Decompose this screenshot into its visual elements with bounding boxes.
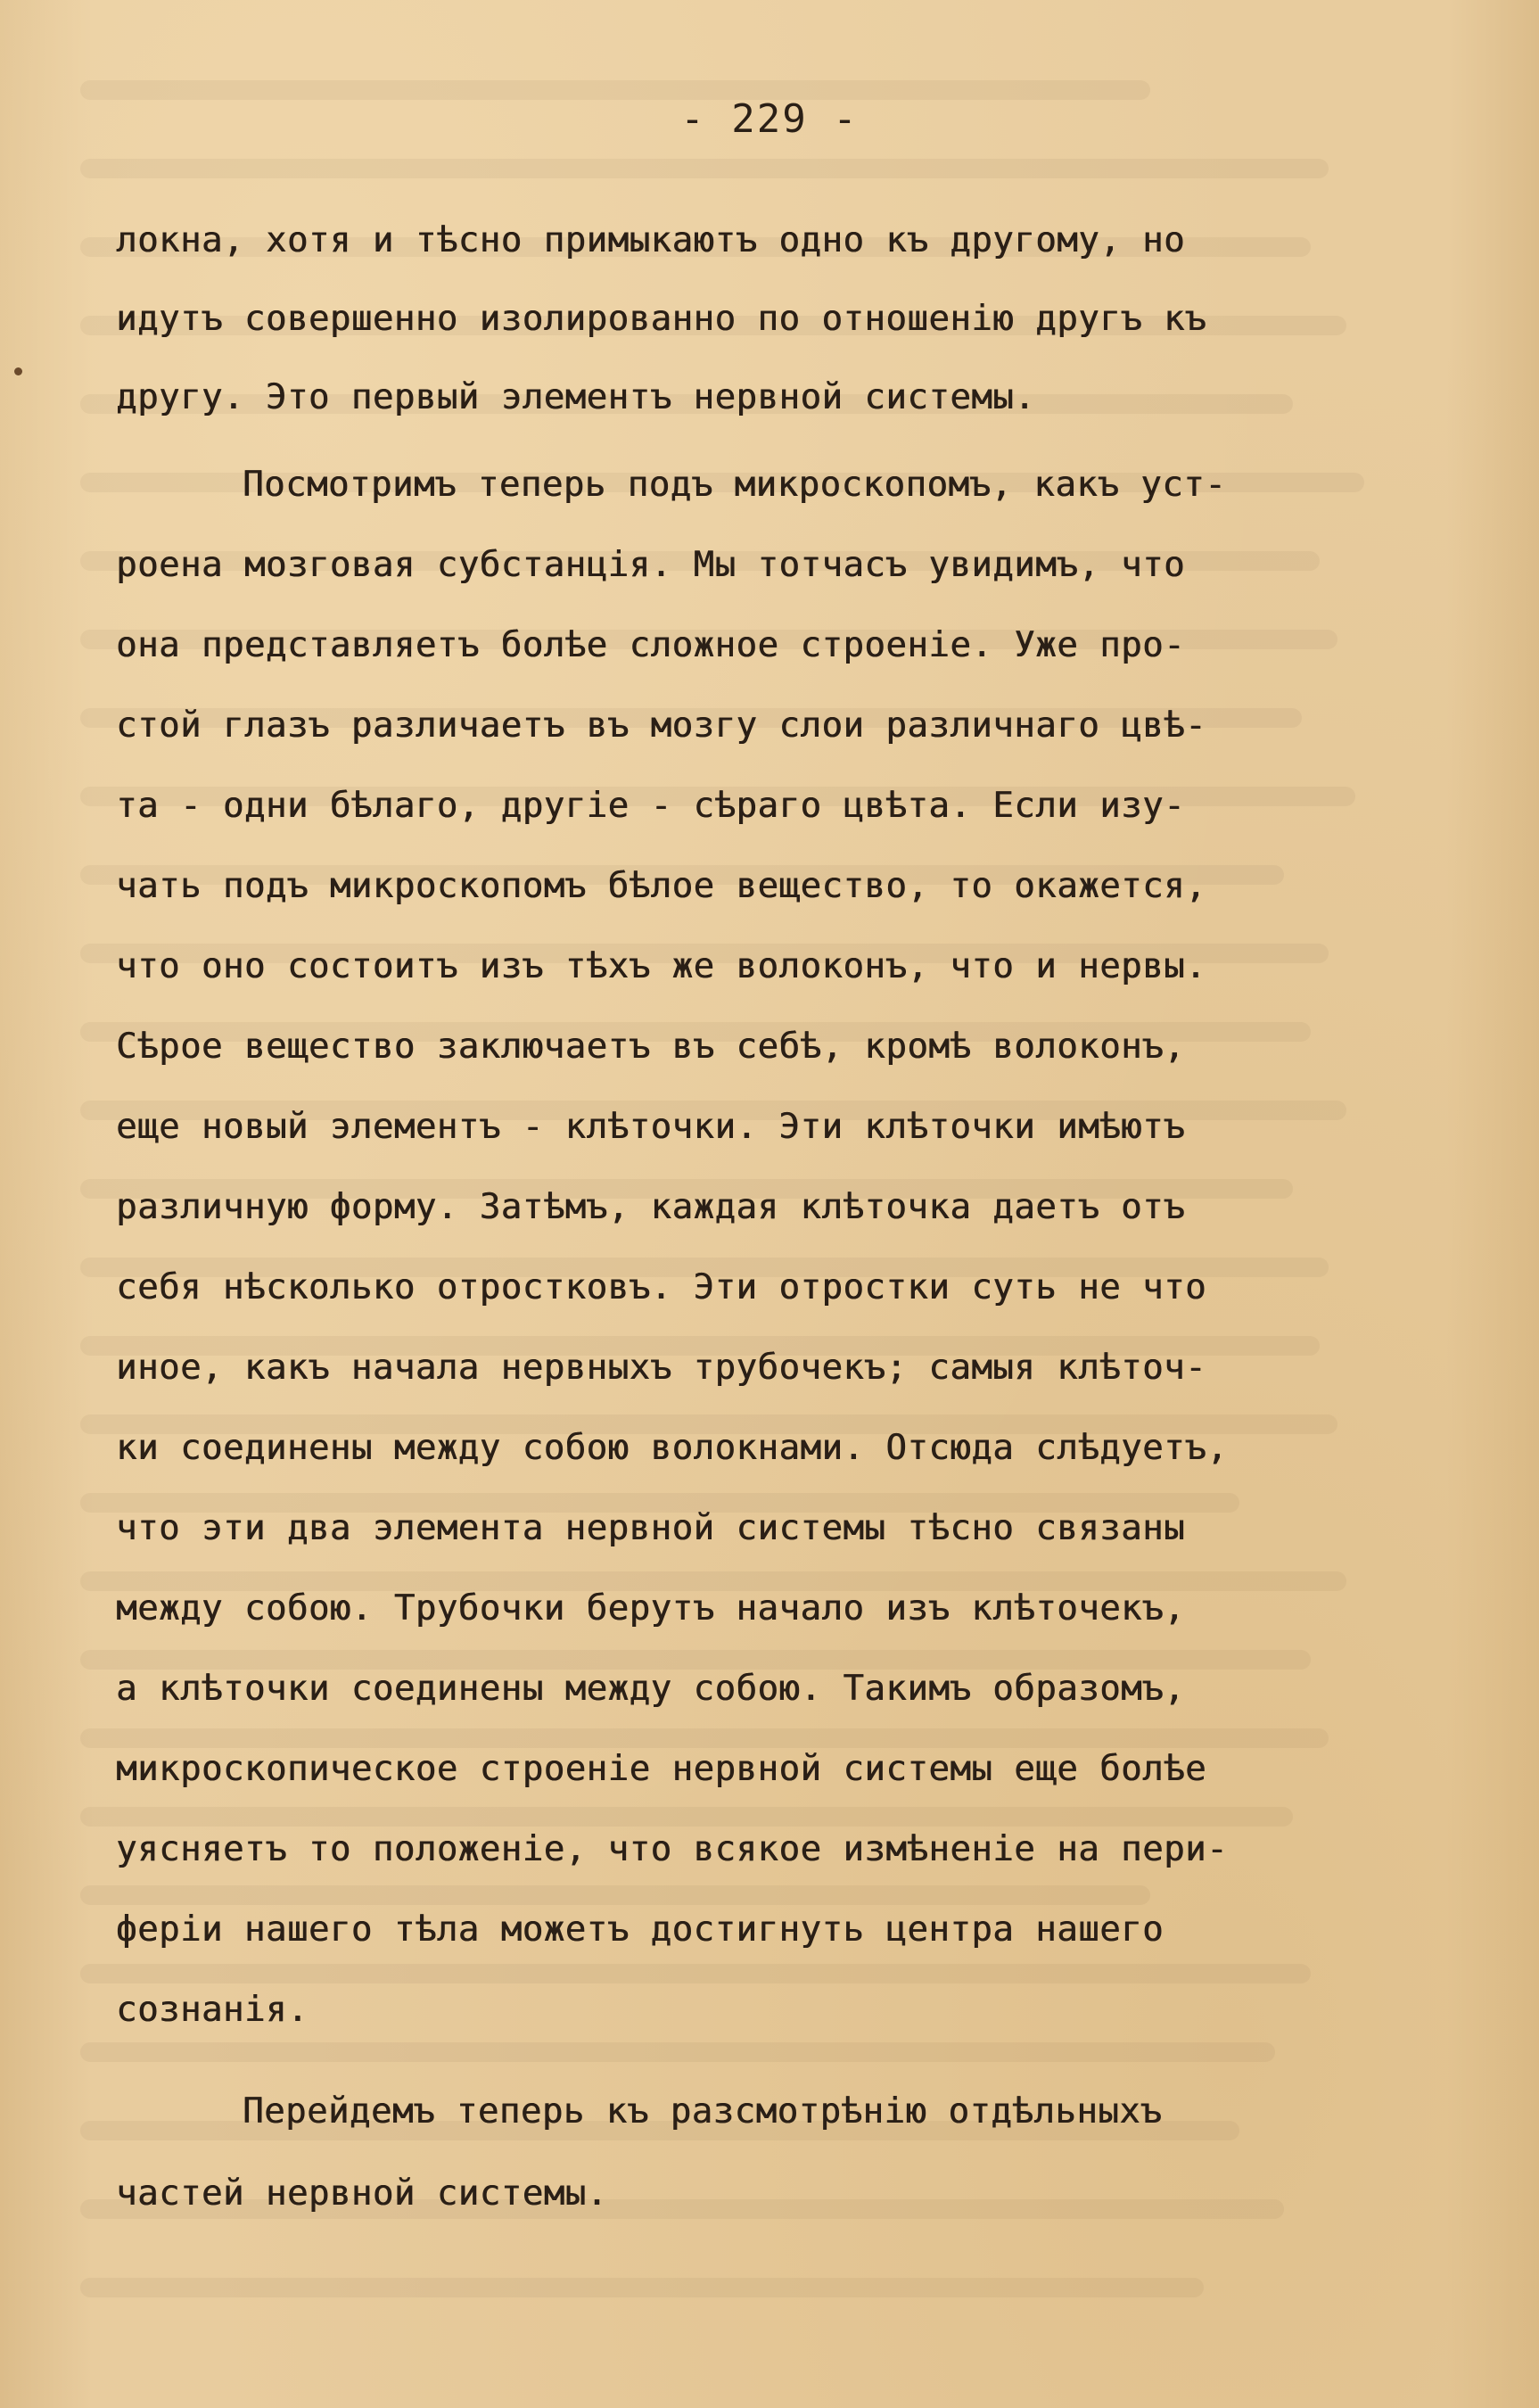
text-line: а клѣточки соединены между собою. Такимъ образомъ,: [116, 1669, 1185, 1709]
ink-spot: [14, 367, 22, 375]
text-line: локна, хотя и тѣсно примыкаютъ одно къ другому, но: [116, 220, 1185, 260]
text-line: микроскопическое строеніе нервной системы еще болѣе: [116, 1749, 1206, 1789]
text-line: феріи нашего тѣла можетъ достигнуть центра нашего: [116, 1909, 1165, 1950]
text-line: Сѣрое вещество заключаетъ въ себѣ, кромѣ волоконъ,: [116, 1027, 1185, 1067]
text-line: другу. Это первый элементъ нервной системы.: [116, 377, 1036, 417]
text-line: чать подъ микроскопомъ бѣлое вещество, то окажется,: [116, 866, 1206, 906]
text-line: роена мозговая субстанція. Мы тотчасъ увидимъ, что: [116, 545, 1185, 585]
text-line: различную форму. Затѣмъ, каждая клѣточка даетъ отъ: [116, 1187, 1185, 1227]
text-line: частей нервной системы.: [116, 2173, 608, 2214]
text-line: Перейдемъ теперь къ разсмотрѣнію отдѣльныхъ: [243, 2091, 1163, 2132]
text-line: иное, какъ начала нервныхъ трубочекъ; самыя клѣточ-: [116, 1348, 1206, 1388]
text-line: себя нѣсколько отростковъ. Эти отростки суть не что: [116, 1267, 1206, 1307]
text-line: та - одни бѣлаго, другіе - сѣраго цвѣта. Если изу-: [116, 786, 1185, 826]
text-line: она представляетъ болѣе сложное строеніе. Уже про-: [116, 625, 1185, 665]
page-number: - 229 -: [680, 96, 859, 142]
text-line: сознанія.: [116, 1990, 309, 2030]
text-line: уясняетъ то положеніе, что всякое измѣненіе на пери-: [116, 1829, 1228, 1869]
text-line: еще новый элементъ - клѣточки. Эти клѣточки имѣютъ: [116, 1107, 1185, 1147]
text-line: что оно состоитъ изъ тѣхъ же волоконъ, что и нервы.: [116, 946, 1206, 986]
text-line: что эти два элемента нервной системы тѣсно связаны: [116, 1508, 1185, 1548]
text-line: стой глазъ различаетъ въ мозгу слои различнаго цвѣ-: [116, 705, 1206, 746]
text-line: Посмотримъ теперь подъ микроскопомъ, какъ уст-: [243, 465, 1227, 505]
text-line: идутъ совершенно изолированно по отношенію другъ къ: [116, 299, 1206, 339]
text-line: ки соединены между собою волокнами. Отсюда слѣдуетъ,: [116, 1428, 1228, 1468]
text-line: между собою. Трубочки берутъ начало изъ клѣточекъ,: [116, 1588, 1185, 1629]
